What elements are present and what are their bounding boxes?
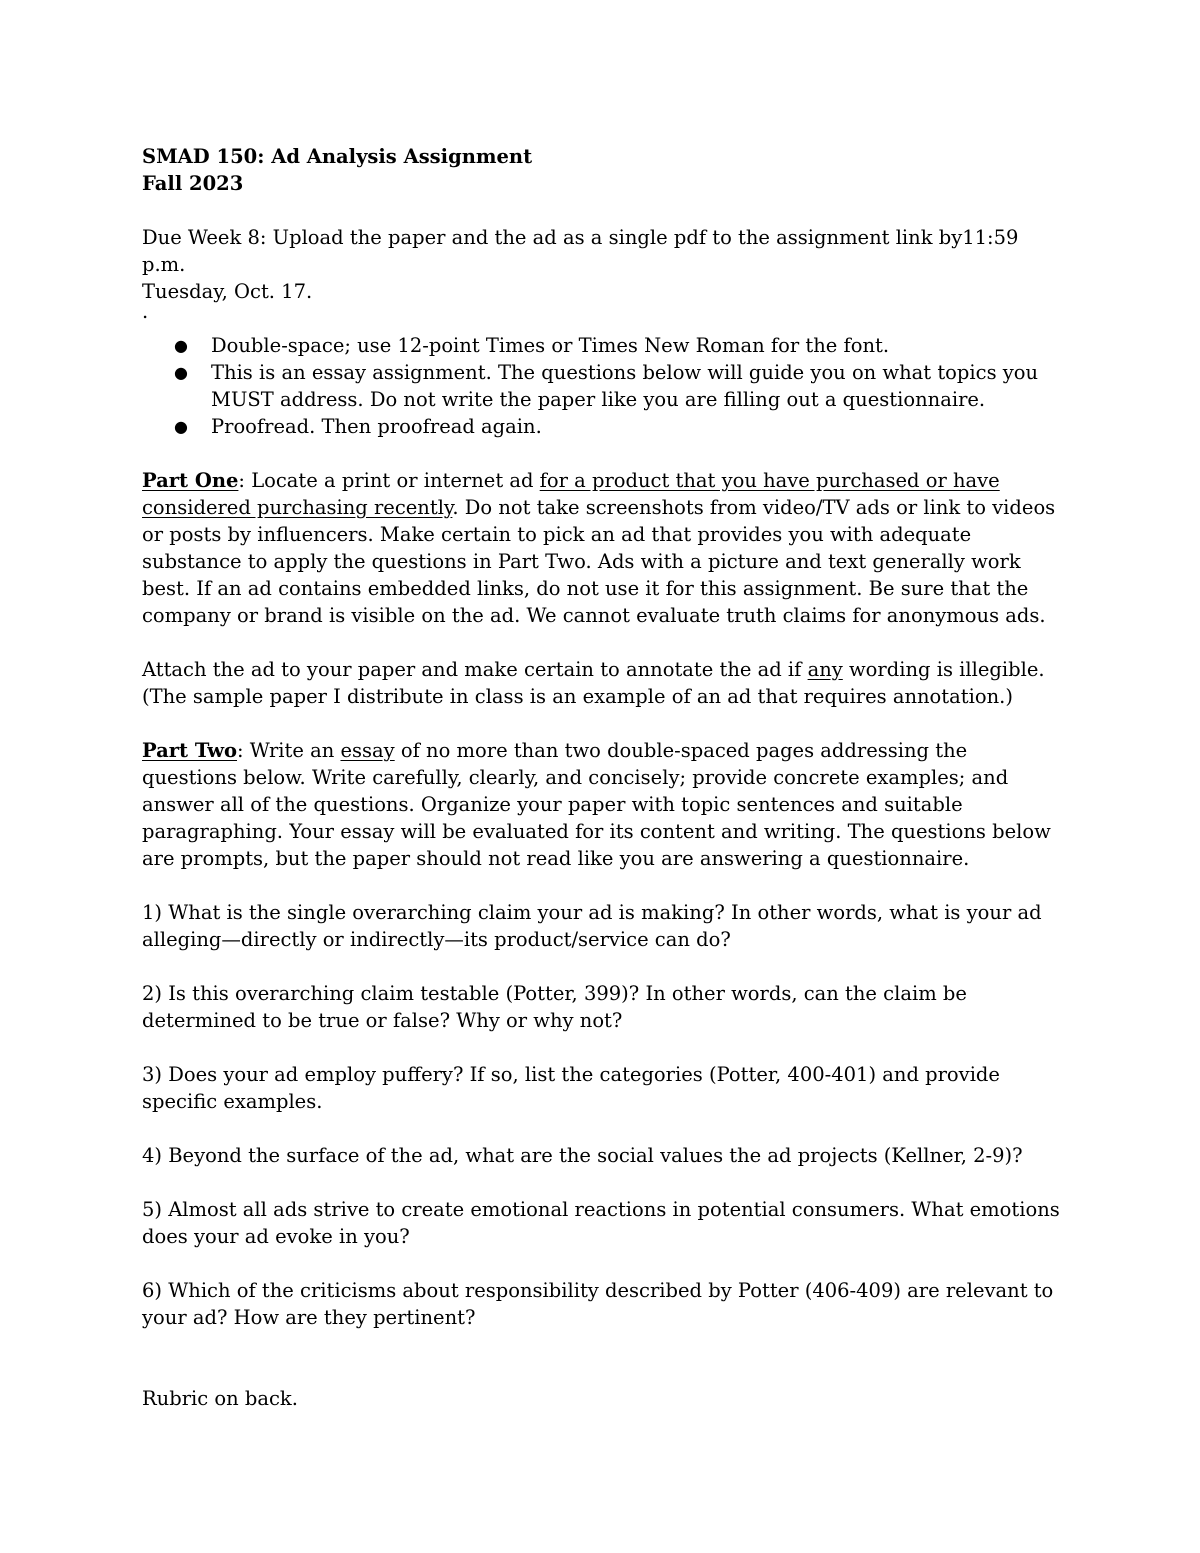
part-one-label: Part One bbox=[142, 469, 239, 492]
spacer bbox=[142, 1115, 1067, 1142]
spacer bbox=[142, 629, 1067, 656]
due-line-2: Tuesday, Oct. 17. bbox=[142, 280, 313, 303]
instructions-list bbox=[142, 332, 1067, 440]
part-two-intro: Write an bbox=[243, 739, 341, 762]
list-item-text: Proofread. Then proofread again. bbox=[211, 415, 542, 438]
bullet-icon: ● bbox=[174, 363, 188, 382]
part-one-rest: . Do not take screenshots from video/TV ads or link to videos or posts by influencers. Make certain to pick an ad that provides you with adequate substance to apply the questions in Part Two. Ads with a picture and text generally work best. If an ad contains embedded links, do not use it for this assignment. Be sure that the company or brand is visible on the ad. We cannot evaluate truth claims for anonymous ads. bbox=[142, 496, 1056, 627]
question-5: 5) Almost all ads strive to create emotional reactions in potential consumers. What emotions does your ad evoke in you? bbox=[142, 1198, 1060, 1248]
spacer bbox=[142, 1250, 1067, 1277]
list-item-text: Double-space; use 12-point Times or Times New Roman for the font. bbox=[211, 334, 890, 357]
list-item bbox=[142, 332, 1067, 359]
spacer bbox=[142, 710, 1067, 737]
question-6: 6) Which of the criticisms about responsibility described by Potter (406-409) are relevant to your ad? How are they pertinent? bbox=[142, 1279, 1054, 1329]
part-two-colon: : bbox=[237, 739, 244, 762]
part-one-emphasis: for a product that you have purchased or have considered purchasing recently bbox=[142, 469, 1000, 519]
spacer bbox=[142, 953, 1067, 980]
bullet-icon: ● bbox=[174, 417, 188, 436]
list-item-text: This is an essay assignment. The questions below will guide you on what topics you MUST address. Do not write the paper like you are filling out a questionnaire. bbox=[211, 361, 1039, 411]
attach-before: Attach the ad to your paper and make certain to annotate the ad if bbox=[142, 658, 808, 681]
due-line-1: Due Week 8: Upload the paper and the ad as a single pdf to the assignment link by11:59 p.m. bbox=[142, 226, 1019, 276]
footer-note: Rubric on back. bbox=[142, 1387, 298, 1410]
bullet-icon: ● bbox=[174, 336, 188, 355]
spacer bbox=[142, 197, 1067, 224]
part-two-paragraph bbox=[142, 737, 1067, 872]
part-one-colon: : bbox=[238, 469, 245, 492]
question-1: 1) What is the single overarching claim your ad is making? In other words, what is your ad alleging—directly or indirectly—its product/service can do? bbox=[142, 901, 1042, 951]
document-title: SMAD 150: Ad Analysis Assignment bbox=[142, 145, 533, 168]
stray-mark: . bbox=[142, 300, 149, 323]
spacer bbox=[142, 1331, 1067, 1358]
spacer bbox=[142, 872, 1067, 899]
document-term: Fall 2023 bbox=[142, 172, 244, 195]
spacer bbox=[142, 1034, 1067, 1061]
question-3: 3) Does your ad employ puffery? If so, list the categories (Potter, 400-401) and provide specific examples. bbox=[142, 1063, 1000, 1113]
spacer bbox=[142, 440, 1067, 467]
spacer bbox=[142, 1358, 1067, 1385]
question-2: 2) Is this overarching claim testable (Potter, 399)? In other words, can the claim be determined to be true or false? Why or why not? bbox=[142, 982, 967, 1032]
part-one-intro: Locate a print or internet ad bbox=[245, 469, 540, 492]
part-two-rest: of no more than two double-spaced pages addressing the questions below. Write carefully, clearly, and concisely; provide concrete examples; and answer all of the questions. Organize your paper with topic sentences and suitable paragraphing. Your essay will be evaluated for its content and writing. The questions below are prompts, but the paper should not read like you are answering a questionnaire. bbox=[142, 739, 1051, 870]
part-one-paragraph bbox=[142, 467, 1067, 629]
part-two-emphasis: essay bbox=[340, 739, 395, 762]
attach-after: wording is illegible. (The sample paper I distribute in class is an example of an ad that requires annotation.) bbox=[142, 658, 1045, 708]
part-two-label: Part Two bbox=[142, 739, 238, 762]
question-4: 4) Beyond the surface of the ad, what are the social values the ad projects (Kellner, 2-9)? bbox=[142, 1144, 1023, 1167]
attach-paragraph bbox=[142, 656, 1067, 710]
spacer bbox=[142, 1169, 1067, 1196]
list-item bbox=[142, 359, 1067, 413]
list-item bbox=[142, 413, 1067, 440]
attach-emphasis: any bbox=[807, 658, 843, 681]
document-page bbox=[142, 143, 1067, 1412]
